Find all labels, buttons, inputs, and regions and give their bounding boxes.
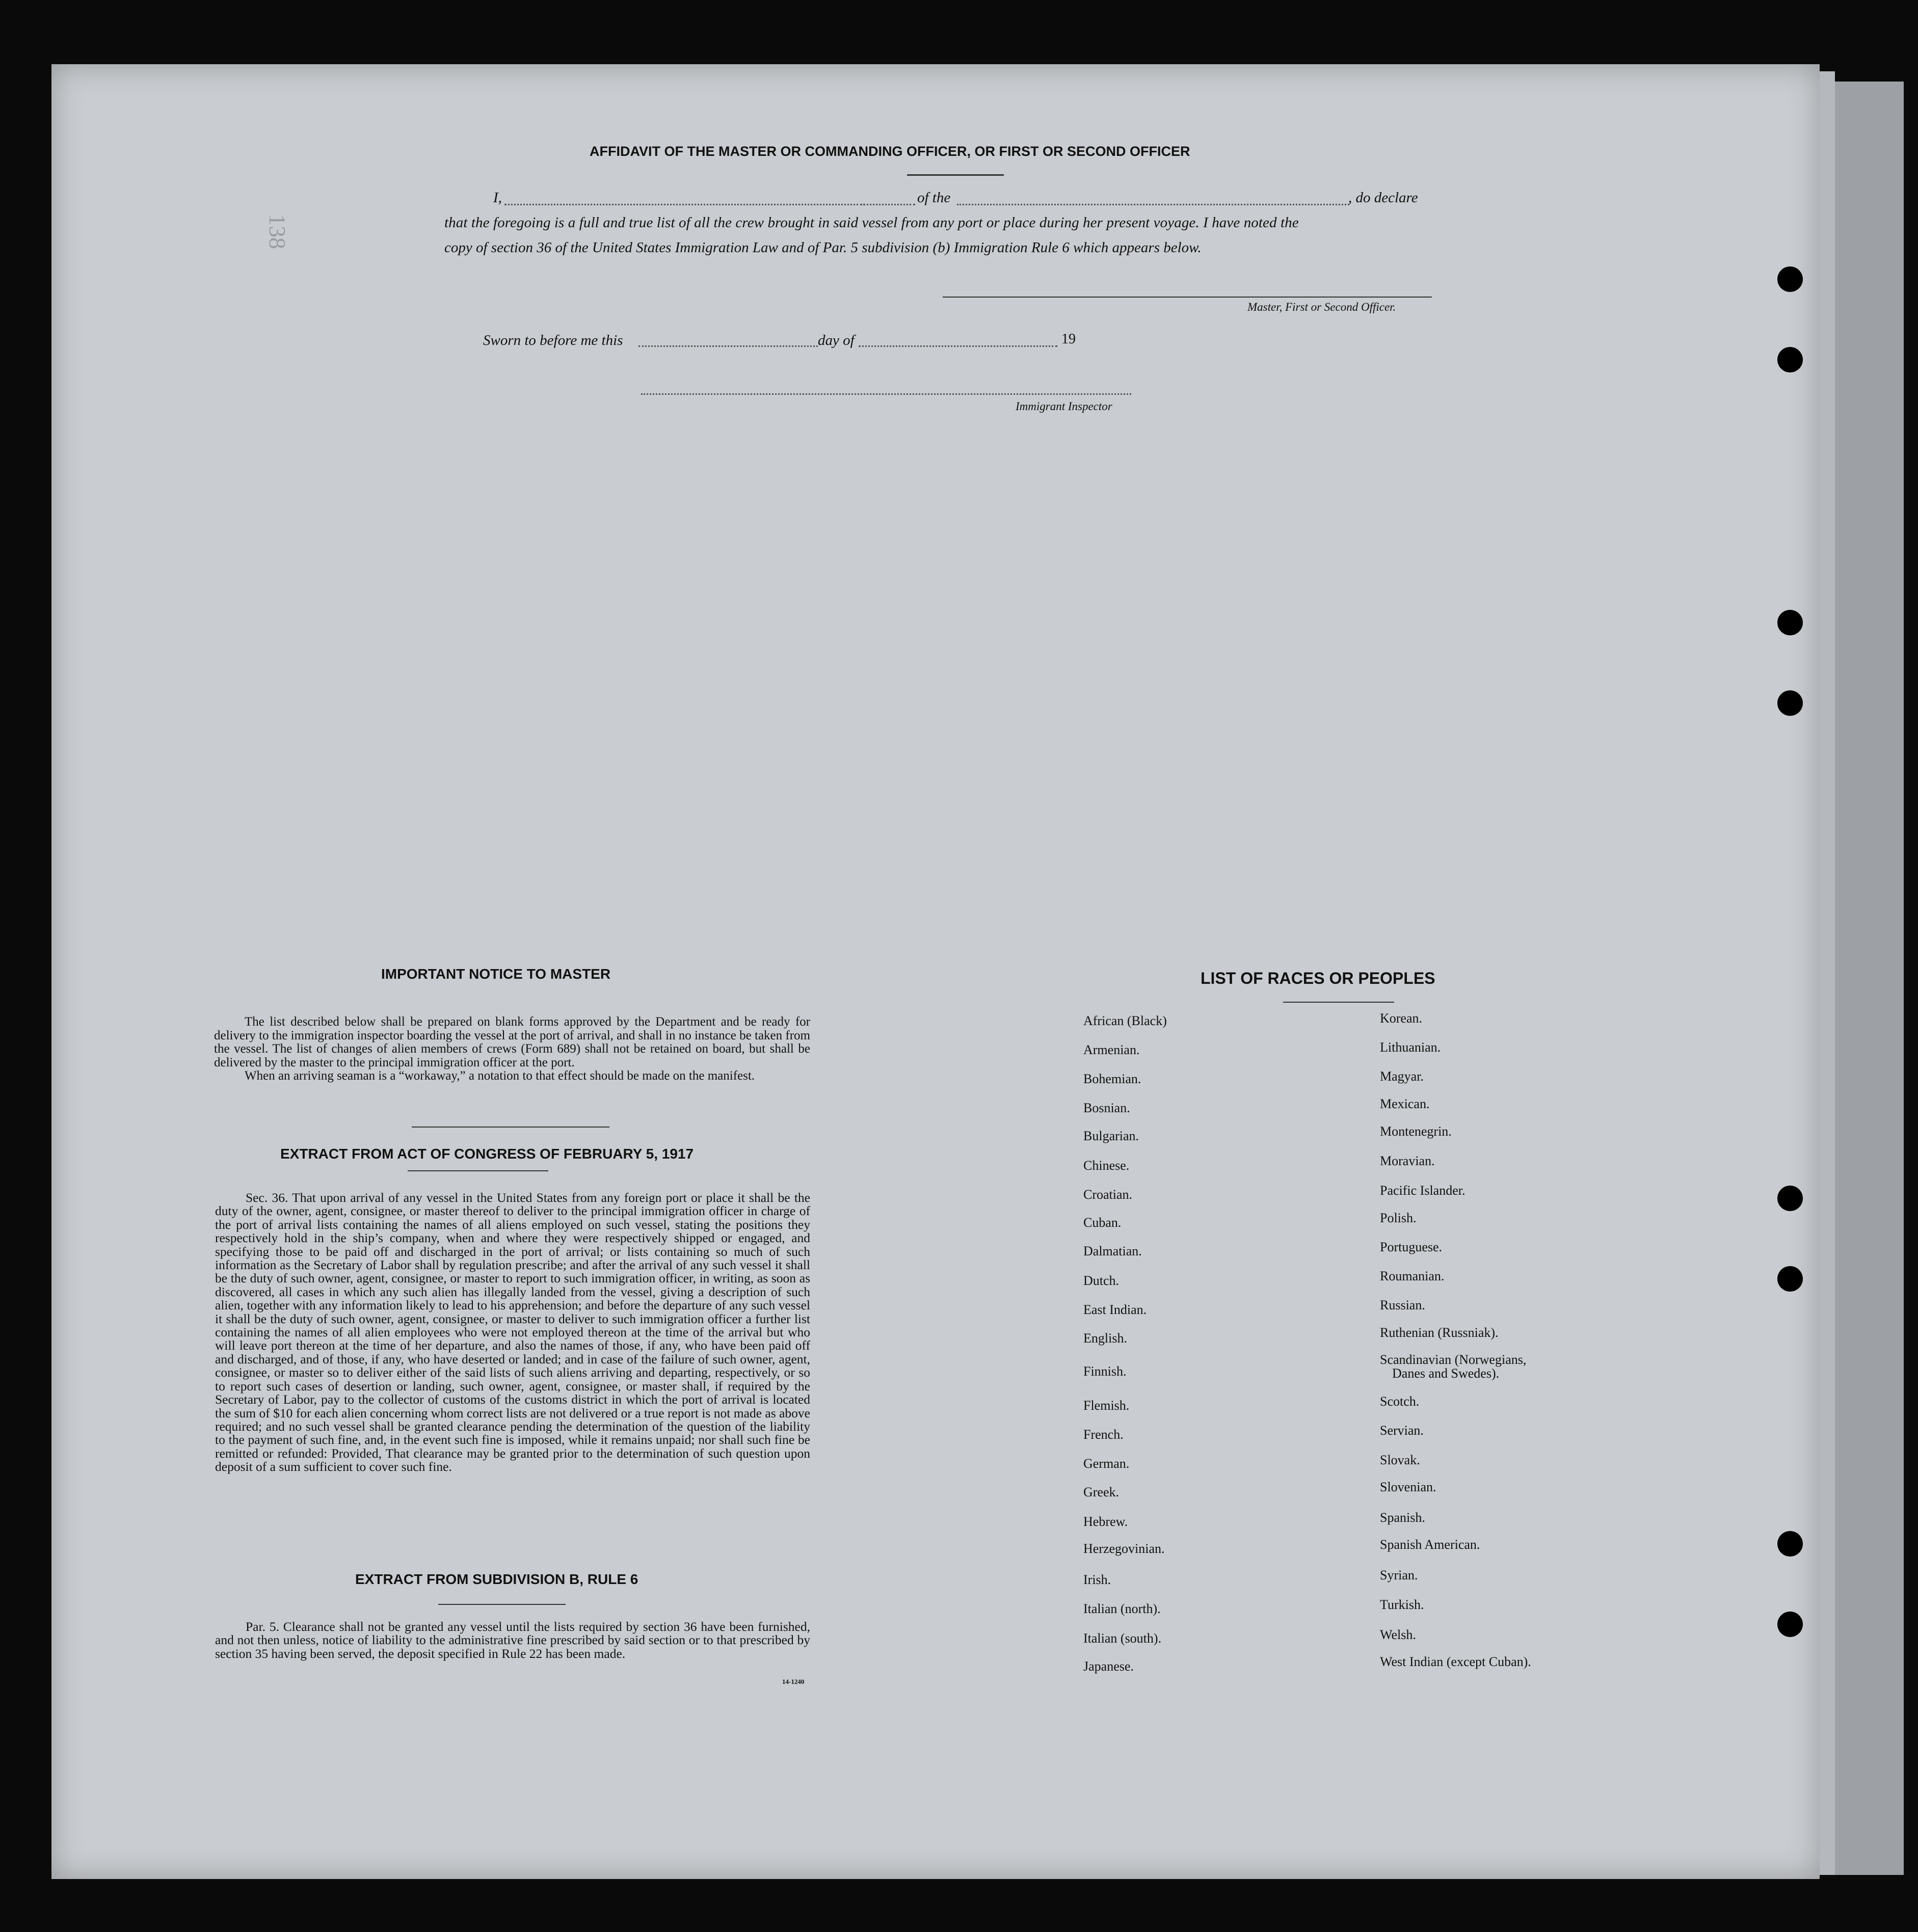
race-item: Greek. [1083, 1485, 1120, 1499]
notice-body [214, 1015, 810, 1083]
race-item: Japanese. [1083, 1659, 1134, 1674]
race-item: Russian. [1380, 1298, 1425, 1312]
race-item: Dalmatian. [1083, 1244, 1142, 1258]
races-title-rule [1283, 1002, 1394, 1003]
race-item: Scotch. [1380, 1394, 1420, 1409]
sworn-day-field-line[interactable] [638, 345, 818, 347]
binder-hole [1777, 347, 1803, 372]
affidavit-line-3: copy of section 36 of the United States Immigration Law and of Par. 5 subdivision (b) Immigration Rule 6 which appears below. [444, 239, 1202, 256]
document-page [51, 64, 1820, 1879]
race-item: Danes and Swedes). [1392, 1366, 1500, 1381]
race-item: Montenegrin. [1380, 1124, 1452, 1139]
race-item: Italian (south). [1083, 1631, 1162, 1646]
race-item: Italian (north). [1083, 1601, 1161, 1616]
underlying-page-edge [1829, 82, 1904, 1875]
inspector-signature-line[interactable] [641, 393, 1131, 395]
form-code: 14-1240 [782, 1678, 805, 1685]
extract-rule-body [215, 1620, 810, 1660]
race-item: Spanish. [1380, 1510, 1425, 1525]
sworn-month-field-line[interactable] [859, 345, 1057, 347]
affidavit-of-the-label: of the [917, 190, 951, 206]
race-item: Irish. [1083, 1572, 1111, 1587]
binder-hole [1777, 690, 1803, 716]
race-item: Bosnian. [1083, 1101, 1130, 1115]
race-item: Servian. [1380, 1423, 1424, 1438]
races-title: LIST OF RACES OR PEOPLES [1201, 969, 1435, 987]
race-item: Dutch. [1083, 1273, 1120, 1288]
race-item: East Indian. [1083, 1302, 1147, 1317]
race-item: Portuguese. [1380, 1240, 1443, 1254]
race-item: Slovenian. [1380, 1480, 1436, 1494]
race-item: German. [1083, 1456, 1130, 1471]
race-item: Syrian. [1380, 1568, 1418, 1582]
notice-divider [412, 1126, 609, 1128]
race-item: Chinese. [1083, 1158, 1130, 1173]
race-item: Flemish. [1083, 1398, 1130, 1413]
race-item: African (Black) [1083, 1013, 1167, 1028]
race-item: Turkish. [1380, 1597, 1424, 1612]
section-36-text: Sec. 36. That upon arrival of any vessel in the United States from any foreign port or place it shall be the duty of the owner, agent, consignee, or master thereof to deliver to the principal immigration officer in charge of the port of arrival lists containing the names of all aliens employed on such vessel, stating the positions they respectively hold in the ship’s company, when and where they were respectively shipped or engaged, and specifying those to be paid off and discharged in the port of arrival; or lists containing so much of such information as the Secretary of Labor shall by regulation prescribe; and after the arrival of any such vessel it shall be the duty of such owner, agent, consignee, or master to report to such immigration officer, in writing, as soon as discovered, all cases in which any such alien has illegally landed from the vessel, giving a description of such alien, together with any information likely to lead to his apprehension; and before the departure of any such vessel it shall be the duty of such owner, agent, consignee, or master to deliver to such immigration officer a further list containing the names of all alien employees who were not employed thereon at the time of the arrival but who will leave port thereon at the time of her departure, and also the names of those, if any, who have been paid off and discharged, and of those, if any, who have deserted or landed; and in case of the failure of such owner, agent, consignee, or master so to deliver either of the said lists of such aliens arriving and departing, respectively, or so to report such cases of desertion or landing, such owner, agent, consignee, or master shall, if required by the Secretary of Labor, pay to the collector of customs of the customs district in which the port of arrival is located the sum of $10 for each alien concerning whom correct lists are not delivered or a true report is not made as above required; and no such vessel shall be granted clearance pending the determination of the question of the liability to the payment of such fine, and, in the event such fine is imposed, while it remains unpaid; nor shall such fine be remitted or refunded: Provided, That clearance may be granted prior to the determination of such question upon deposit of a sum sufficient to cover such fine. [215, 1190, 810, 1474]
race-item: Magyar. [1380, 1069, 1424, 1084]
race-item: Mexican. [1380, 1096, 1430, 1111]
signature-caption: Master, First or Second Officer. [1247, 301, 1396, 313]
race-item: Polish. [1380, 1211, 1417, 1225]
binder-hole [1777, 1612, 1803, 1637]
binder-hole [1777, 1266, 1803, 1292]
affidavit-i-label: I, [493, 190, 502, 206]
extract-rule-divider [438, 1604, 566, 1605]
race-item: West Indian (except Cuban). [1380, 1654, 1531, 1669]
extract-rule-title: EXTRACT FROM SUBDIVISION B, RULE 6 [355, 1571, 638, 1587]
race-item: Pacific Islander. [1380, 1183, 1466, 1198]
race-item: Slovak. [1380, 1453, 1420, 1467]
underlying-page-edge-inner [1820, 71, 1835, 1875]
notice-paragraph-2: When an arriving seaman is a “workaway,” a notation to that effect should be made on the manifest. [245, 1069, 755, 1083]
signature-line[interactable] [943, 297, 1432, 298]
race-item: Lithuanian. [1380, 1040, 1441, 1055]
affidavit-do-declare: , do declare [1348, 190, 1418, 206]
race-item: Spanish American. [1380, 1537, 1480, 1552]
year-prefix: 19 [1061, 331, 1076, 347]
notice-paragraph-1: The list described below shall be prepared on blank forms approved by the Department and be ready for delivery to the immigration inspector boarding the vessel at the port of arrival, and shall in no instance be taken from the vessel. The list of changes of alien members of crews (Form 689) shall not be retained on board, but shall be delivered by the master to the principal immigration officer at the port. [214, 1015, 810, 1069]
par-5-text: Par. 5. Clearance shall not be granted any vessel until the lists required by section 36 have been furnished, and not then unless, notice of liability to the administrative fine prescribed by said section or to that prescribed by section 35 having been served, the deposit specified in Rule 22 has been made. [215, 1619, 810, 1661]
extract-act-body [215, 1191, 810, 1474]
binder-hole [1777, 610, 1803, 635]
race-item: Hebrew. [1083, 1514, 1128, 1529]
race-item: Moravian. [1380, 1153, 1435, 1168]
race-item: Herzegovinian. [1083, 1541, 1165, 1556]
race-item: Finnish. [1083, 1364, 1127, 1379]
race-item: Bohemian. [1083, 1071, 1141, 1086]
binder-hole [1777, 266, 1803, 292]
vessel-field-line[interactable] [957, 204, 1349, 205]
extract-act-rule [408, 1170, 548, 1171]
affidavit-title-rule [907, 174, 1004, 176]
race-item: Welsh. [1380, 1627, 1416, 1642]
inspector-caption: Immigrant Inspector [1016, 400, 1112, 413]
name-field-line[interactable] [504, 204, 862, 205]
race-item: Roumanian. [1380, 1269, 1445, 1283]
race-item: Bulgarian. [1083, 1129, 1139, 1143]
race-item: Croatian. [1083, 1187, 1133, 1202]
affidavit-line-2: that the foregoing is a full and true list of all the crew brought in said vessel from any port or place during her present voyage. I have noted the [444, 214, 1299, 231]
race-item: Korean. [1380, 1011, 1423, 1026]
race-item: Scandinavian (Norwegians, [1380, 1352, 1527, 1367]
race-item: Armenian. [1083, 1042, 1140, 1057]
rank-field-line[interactable] [863, 204, 915, 205]
notice-title: IMPORTANT NOTICE TO MASTER [381, 966, 611, 982]
race-item: French. [1083, 1427, 1124, 1442]
sworn-label: Sworn to before me this [483, 332, 623, 348]
race-item: Cuban. [1083, 1215, 1122, 1230]
page-stamp-number: 138 [264, 214, 290, 249]
affidavit-title: AFFIDAVIT OF THE MASTER OR COMMANDING OFFICER, OR FIRST OR SECOND OFFICER [590, 144, 1190, 159]
binder-hole [1777, 1531, 1803, 1557]
binder-hole [1777, 1186, 1803, 1211]
extract-act-title: EXTRACT FROM ACT OF CONGRESS OF FEBRUARY 5, 1917 [280, 1146, 694, 1162]
day-of-label: day of [818, 332, 855, 348]
race-item: English. [1083, 1331, 1127, 1346]
race-item: Ruthenian (Russniak). [1380, 1325, 1499, 1340]
